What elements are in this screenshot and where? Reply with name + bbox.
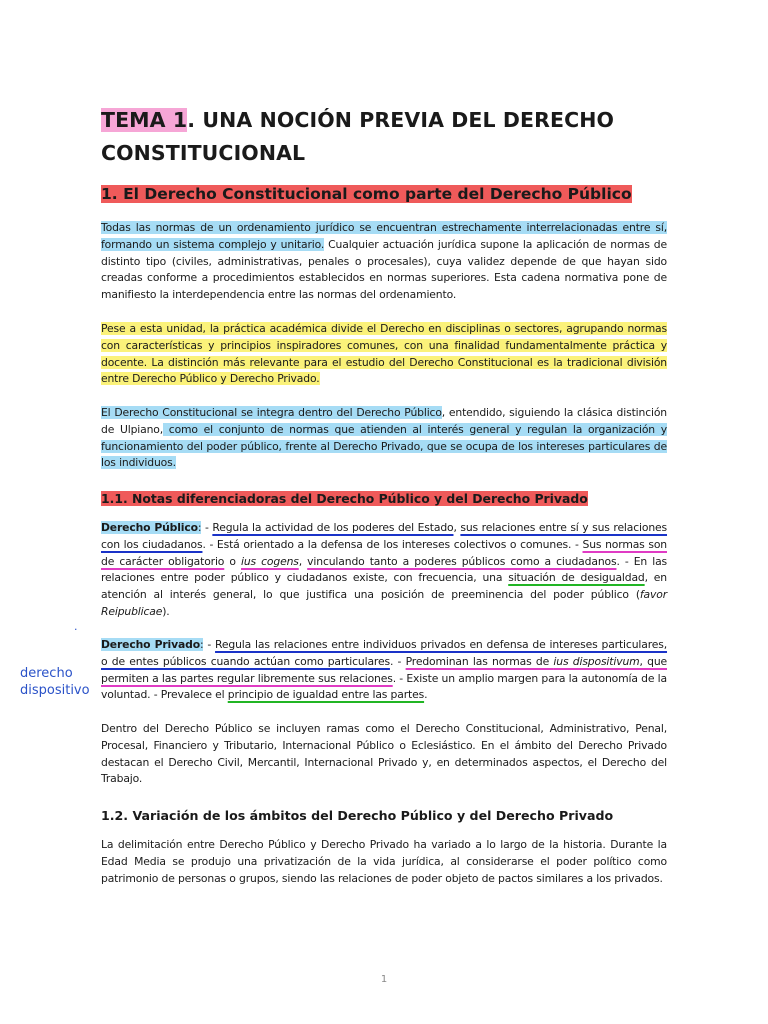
margin-note-line-1: derecho [20,666,73,681]
p4-t5: , [298,554,308,568]
p4-t3: . - Está orientado a la defensa de los intereses colectivos o comunes. - [202,537,583,551]
p4-underline-1: Regula la actividad de los poderes del Estado [212,521,454,534]
p4-t8: ). [162,604,170,618]
p4-underline-4: vinculando tanto a poderes públicos como a ciudadanos [307,554,617,568]
title-text: . UNA NOCIÓN PREVIA DEL DERECHO CONSTITUCIONAL [101,108,615,165]
p4-t2: , [453,521,461,534]
p4-t1: - [201,521,213,534]
p4-ius-cogens: ius cogens [241,554,299,568]
p4-favor-reipublicae: favor Reipublicae [101,588,667,618]
p5-underline-2a: Predominan las normas de [405,654,554,668]
derecho-publico-colon: : [197,521,202,534]
paragraph-derecho-publico [101,520,667,621]
p4-underline-2: sus relaciones entre sí y sus relaciones con los ciudadanos [101,521,668,551]
section-1-1-heading-text: 1.1. Notas diferenciadoras del Derecho Público y del Derecho Privado [101,491,588,506]
p5-t3: . - Existe un amplio margen para la autonomía de la voluntad. - Prevalece el [101,671,667,702]
p4-underline-3: Sus normas son de carácter obligatorio [101,537,667,568]
title-highlight: TEMA 1 [101,108,188,132]
derecho-privado-label: Derecho Privado [101,638,200,651]
p5-underline-1: Regula las relaciones entre individuos privados en defensa de intereses particulares, o de entes públicos cuando actúan como particulares [101,638,668,668]
p5-ius-dispositivum: ius dispositivum [553,654,640,668]
paragraph-6: Dentro del Derecho Público se incluyen ramas como el Derecho Constitucional, Administrativo, Penal, Procesal, Financiero y Tributario, Internacional Público o Eclesiástico. En el ámbito del Derecho Privado destacan el Derecho Civil, Mercantil, Internacional Privado y, en determinados aspectos, el Derecho del Trabajo. [101,722,667,786]
derecho-publico-label: Derecho Público [101,521,198,534]
handwritten-margin-note [20,665,116,699]
section-1-2-heading: 1.2. Variación de los ámbitos del Derecho Público y del Derecho Privado [101,808,614,823]
section-1-heading [101,183,632,205]
p3-highlight-2: como el conjunto de normas que atienden al interés general y regulan la organización y funcionamiento del poder público, frente al Derecho Privado, que se ocupa de los intereses particulares de los individuos. [101,422,668,470]
page-number: 1 [380,974,388,985]
paragraph-1 [101,220,667,304]
margin-dot: . [74,620,78,633]
p4-t6: . - En las relaciones entre poder público y ciudadanos existe, con frecuencia, una [101,554,668,585]
paragraph-derecho-privado [101,637,667,704]
derecho-privado-colon: : [199,638,204,651]
margin-note-line-2: dispositivo [20,683,90,698]
p2-highlight: Pese a esta unidad, la práctica académica divide el Derecho en disciplinas o sectores, agrupando normas con características y principios inspiradores comunes, con una finalidad fundamentalmente práctica y docente. La distinción más relevante para el estudio del Derecho Constitucional es la tradicional división entre Derecho Público y Derecho Privado. [101,322,667,386]
paragraph-7: La delimitación entre Derecho Público y Derecho Privado ha variado a lo largo de la historia. Durante la Edad Media se produjo una privatización de la vida jurídica, al considerarse el poder político como patrimonio de personas o grupos, siendo las relaciones de poder objeto de pactos similares a los privados. [101,838,667,885]
p5-t2: . - [389,654,406,668]
p3-highlight-1: El Derecho Constitucional se integra dentro del Derecho Público [101,406,442,419]
p5-t4: . [424,688,428,702]
p1-highlight: Todas las normas de un ordenamiento jurídico se encuentran estrechamente interrelacionadas entre sí, formando un sistema complejo y unitario. [101,221,667,251]
p5-underline-3: principio de igualdad entre las partes [227,688,425,702]
p4-t7: , en atención al interés general, lo que justifica una posición de preeminencia del poder público ( [101,571,667,601]
section-1-1-heading [101,489,588,508]
section-1-heading-text: 1. El Derecho Constitucional como parte del Derecho Público [101,185,632,203]
p5-underline-2b: , que permiten a las partes regular libremente sus relaciones [101,654,668,685]
p4-t4: o [224,554,241,568]
p1-text: Cualquier actuación jurídica supone la aplicación de normas de distinto tipo (civiles, administrativas, penales o procesales), cuya validez depende de que hayan sido creadas conforme a procedimientos establecidos en normas superiores. Esta cadena normativa pone de manifiesto la interdependencia entre las normas del ordenamiento. [101,237,667,301]
p5-t1: - [203,638,216,651]
document-title [101,104,661,170]
paragraph-2 [101,321,667,388]
paragraph-3 [101,405,667,472]
p3-text: , entendido, siguiendo la clásica distinción de Ulpiano, [101,406,667,436]
p4-underline-5: situación de desigualdad [508,571,645,585]
